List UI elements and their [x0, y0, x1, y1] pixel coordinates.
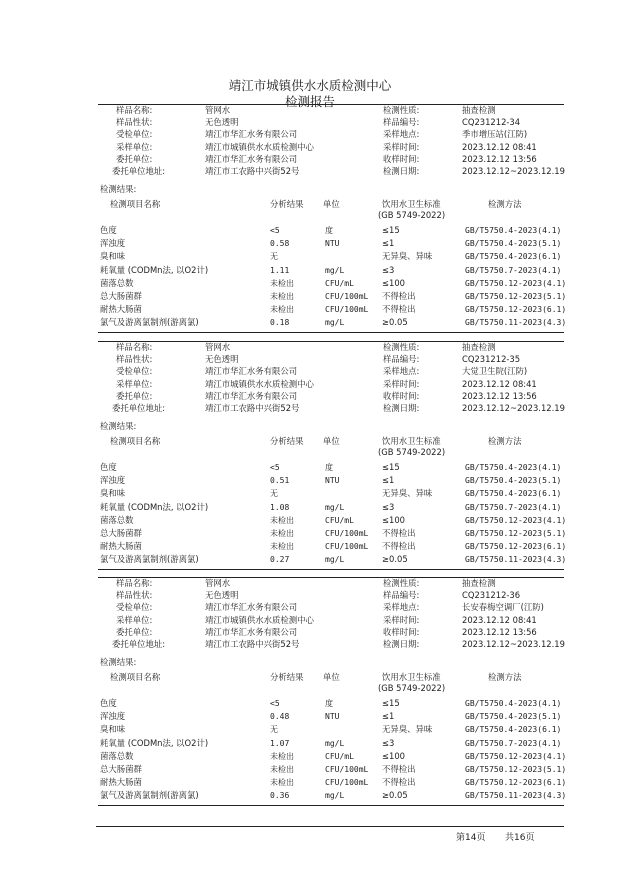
row-method: GB/T5750.11-2023(4.3) — [465, 791, 567, 801]
row-method: GB/T5750.4-2023(4.1) — [465, 463, 562, 472]
row-result: 0.51 — [270, 476, 290, 486]
row-standard: 不得检出 — [382, 528, 416, 538]
row-method: GB/T5750.12-2023(4.1) — [465, 515, 567, 525]
row-standard: ≤1 — [382, 238, 395, 249]
col-header-unit: 单位 — [323, 199, 340, 209]
info-right-label: 检测日期: — [383, 639, 420, 649]
row-unit: mg/L — [325, 738, 345, 748]
col-header-method: 检测方法 — [488, 436, 522, 446]
row-item-name: 浑浊度 — [100, 711, 126, 722]
row-result: 未检出 — [270, 305, 294, 315]
row-standard: ≤1 — [382, 475, 395, 486]
results-label: 检测结果: — [100, 421, 137, 431]
col-header-result: 分析结果 — [270, 199, 304, 209]
section-bottom-rule — [98, 569, 564, 570]
info-left-label: 采样单位: — [116, 614, 153, 625]
row-result: 1.07 — [270, 738, 290, 748]
row-method: GB/T5750.12-2023(6.1) — [465, 778, 567, 788]
row-standard: ≤100 — [382, 277, 406, 288]
row-result: 未检出 — [270, 292, 294, 301]
row-method: GB/T5750.11-2023(4.3) — [465, 318, 567, 328]
info-left-label: 采样单位: — [116, 378, 153, 389]
row-standard: ≤3 — [382, 264, 395, 275]
row-item-name: 耗氧量 (CODMn法, 以O2计) — [100, 737, 209, 748]
row-item-name: 臭和味 — [100, 251, 126, 262]
row-unit: mg/L — [325, 555, 345, 565]
info-left-label: 样品性状: — [116, 354, 153, 365]
report-section — [0, 341, 620, 577]
row-method: GB/T5750.12-2023(6.1) — [465, 305, 567, 315]
report-section — [0, 577, 620, 813]
info-left-label: 委托单位地址: — [112, 639, 166, 649]
row-result: 未检出 — [270, 765, 294, 774]
col-header-method: 检测方法 — [488, 199, 522, 209]
row-item-name: 耗氧量 (CODMn法, 以O2计) — [100, 501, 209, 512]
row-method: GB/T5750.12-2023(5.1) — [465, 292, 567, 301]
info-left-value: 靖江市华汇水务有限公司 — [205, 602, 298, 613]
info-left-value: 靖江市华汇水务有限公司 — [205, 129, 298, 140]
info-right-value: 2023.12.12 08:41 — [462, 378, 537, 389]
row-result: 无 — [270, 489, 278, 499]
info-left-value: 无色透明 — [205, 354, 239, 365]
row-result: 1.11 — [270, 265, 290, 275]
results-label: 检测结果: — [100, 657, 137, 667]
info-left-value: 靖江市城镇供水水质检测中心 — [205, 614, 314, 625]
row-result: 未检出 — [270, 278, 294, 288]
info-left-value: 管网水 — [205, 578, 231, 588]
col-header-unit: 单位 — [323, 672, 340, 682]
col-header-item: 检测项目名称 — [110, 436, 161, 446]
row-standard: 不得检出 — [382, 541, 416, 552]
row-method: GB/T5750.4-2023(6.1) — [465, 725, 562, 735]
row-result: 0.36 — [270, 791, 290, 801]
row-item-name: 总大肠菌群 — [100, 764, 142, 774]
row-standard: ≤100 — [382, 750, 406, 761]
row-unit: CFU/mL — [325, 278, 354, 288]
row-unit: mg/L — [325, 502, 345, 512]
row-unit: mg/L — [325, 791, 345, 801]
info-left-label: 样品性状: — [116, 117, 153, 128]
row-result: <5 — [270, 699, 280, 708]
row-item-name: 耐热大肠菌 — [100, 777, 142, 788]
row-item-name: 氯气及游离氯制剂(游离氯) — [100, 554, 199, 565]
info-right-label: 检测日期: — [383, 403, 420, 413]
info-left-label: 受检单位: — [116, 366, 153, 377]
info-right-value: 抽查检测 — [462, 578, 496, 588]
info-left-value: 靖江市华汇水务有限公司 — [205, 390, 298, 401]
row-item-name: 菌落总数 — [100, 514, 134, 525]
row-method: GB/T5750.7-2023(4.1) — [465, 738, 562, 748]
row-item-name: 氯气及游离氯制剂(游离氯) — [100, 790, 199, 801]
row-standard: ≤15 — [382, 698, 400, 708]
row-unit: CFU/100mL — [325, 305, 369, 315]
row-result: 无 — [270, 252, 278, 262]
info-left-value: 靖江市工农路中兴街52号 — [205, 166, 300, 176]
info-right-value: 2023.12.12 13:56 — [462, 626, 537, 637]
row-unit: 度 — [325, 226, 333, 235]
row-result: 未检出 — [270, 751, 294, 761]
results-label: 检测结果: — [100, 184, 137, 194]
row-method: GB/T5750.12-2023(5.1) — [465, 765, 567, 774]
row-result: 0.18 — [270, 318, 290, 328]
row-item-name: 菌落总数 — [100, 750, 134, 761]
info-left-value: 靖江市华汇水务有限公司 — [205, 626, 298, 637]
row-standard: 无异臭、异味 — [382, 724, 433, 735]
info-right-label: 样品编号: — [383, 590, 420, 601]
info-right-value: 抽查检测 — [462, 342, 496, 352]
col-header-standard: 饮用水卫生标准 — [382, 436, 441, 446]
row-standard: ≤3 — [382, 501, 395, 512]
report-org-title: 靖江市城镇供水水质检测中心 — [228, 78, 392, 93]
info-right-label: 采样时间: — [383, 614, 420, 625]
info-left-value: 靖江市工农路中兴街52号 — [205, 403, 300, 413]
info-right-label: 检测性质: — [383, 105, 420, 115]
row-result: 未检出 — [270, 542, 294, 552]
row-result: <5 — [270, 463, 280, 472]
row-item-name: 总大肠菌群 — [100, 291, 142, 301]
info-left-label: 样品性状: — [116, 590, 153, 601]
row-method: GB/T5750.11-2023(4.3) — [465, 555, 567, 565]
col-header-method: 检测方法 — [488, 672, 522, 682]
row-method: GB/T5750.12-2023(4.1) — [465, 751, 567, 761]
row-unit: CFU/100mL — [325, 292, 369, 301]
info-left-value: 无色透明 — [205, 117, 239, 128]
info-right-value: 2023.12.12~2023.12.19 — [462, 403, 565, 413]
info-right-value: CQ231212-36 — [462, 590, 521, 601]
row-method: GB/T5750.7-2023(4.1) — [465, 265, 562, 275]
info-right-label: 收样时间: — [383, 153, 420, 164]
info-right-value: 2023.12.12 08:41 — [462, 614, 537, 625]
row-unit: NTU — [325, 712, 340, 722]
info-left-label: 委托单位: — [116, 153, 153, 164]
row-unit: mg/L — [325, 318, 345, 328]
col-header-result: 分析结果 — [270, 672, 304, 682]
info-right-label: 采样地点: — [383, 602, 420, 613]
row-unit: NTU — [325, 239, 340, 249]
info-right-label: 收样时间: — [383, 390, 420, 401]
row-result: 未检出 — [270, 515, 294, 525]
info-left-label: 委托单位地址: — [112, 166, 166, 176]
info-left-label: 委托单位: — [116, 390, 153, 401]
row-unit: CFU/100mL — [325, 542, 369, 552]
row-standard: 无异臭、异味 — [382, 251, 433, 262]
info-left-value: 靖江市城镇供水水质检测中心 — [205, 378, 314, 389]
info-right-value: 2023.12.12 13:56 — [462, 390, 537, 401]
info-left-label: 样品名称: — [116, 342, 153, 352]
info-left-value: 靖江市城镇供水水质检测中心 — [205, 141, 314, 152]
info-left-value: 管网水 — [205, 342, 231, 352]
row-result: 无 — [270, 725, 278, 735]
row-standard: ≥0.05 — [382, 317, 408, 328]
info-left-value: 靖江市工农路中兴街52号 — [205, 639, 300, 649]
info-right-label: 样品编号: — [383, 117, 420, 128]
col-header-standard: 饮用水卫生标准 — [382, 199, 441, 209]
info-right-value: 长安春梅空调厂(江防) — [462, 602, 544, 613]
row-item-name: 总大肠菌群 — [100, 528, 142, 538]
row-method: GB/T5750.4-2023(4.1) — [465, 226, 562, 235]
report-subtitle: 检测报告 — [284, 94, 335, 109]
row-result: 0.58 — [270, 239, 290, 249]
page-number: 第14页 — [456, 833, 486, 843]
info-left-label: 受检单位: — [116, 602, 153, 613]
footer-rule — [96, 826, 564, 827]
col-header-standard-code: (GB 5749-2022) — [378, 447, 446, 457]
col-header-result: 分析结果 — [270, 436, 304, 446]
col-header-standard-code: (GB 5749-2022) — [378, 210, 446, 220]
col-header-item: 检测项目名称 — [110, 672, 161, 682]
info-left-label: 委托单位地址: — [112, 403, 166, 413]
info-right-label: 收样时间: — [383, 626, 420, 637]
info-right-value: 2023.12.12 08:41 — [462, 141, 537, 152]
info-right-label: 检测性质: — [383, 342, 420, 352]
info-right-value: 大觉卫生院(江防) — [462, 366, 528, 377]
info-right-label: 采样地点: — [383, 366, 420, 377]
row-unit: CFU/mL — [325, 751, 354, 761]
row-item-name: 臭和味 — [100, 724, 126, 735]
row-item-name: 耐热大肠菌 — [100, 304, 142, 315]
row-standard: 不得检出 — [382, 291, 416, 301]
info-right-value: 季市增压站(江防) — [462, 129, 528, 140]
row-unit: CFU/100mL — [325, 529, 369, 538]
row-result: 0.48 — [270, 712, 290, 722]
row-result: 1.08 — [270, 502, 290, 512]
row-standard: ≥0.05 — [382, 790, 408, 801]
info-right-value: CQ231212-35 — [462, 354, 521, 365]
col-header-item: 检测项目名称 — [110, 199, 161, 209]
row-result: 未检出 — [270, 778, 294, 788]
row-standard: ≤15 — [382, 462, 400, 472]
row-item-name: 臭和味 — [100, 488, 126, 499]
row-item-name: 耐热大肠菌 — [100, 541, 142, 552]
row-item-name: 菌落总数 — [100, 277, 134, 288]
row-standard: ≤100 — [382, 514, 406, 525]
row-unit: 度 — [325, 463, 333, 472]
row-unit: NTU — [325, 476, 340, 486]
row-method: GB/T5750.4-2023(5.1) — [465, 712, 562, 722]
info-left-label: 受检单位: — [116, 129, 153, 140]
info-right-value: 2023.12.12~2023.12.19 — [462, 166, 565, 176]
info-right-label: 采样地点: — [383, 129, 420, 140]
col-header-unit: 单位 — [323, 436, 340, 446]
row-item-name: 色度 — [100, 225, 117, 235]
info-right-value: 2023.12.12 13:56 — [462, 153, 537, 164]
info-left-label: 委托单位: — [116, 626, 153, 637]
row-standard: ≤3 — [382, 737, 395, 748]
row-standard: ≤15 — [382, 225, 400, 235]
info-right-label: 检测性质: — [383, 578, 420, 588]
info-right-value: 抽查检测 — [462, 105, 496, 115]
info-right-label: 采样时间: — [383, 141, 420, 152]
info-left-value: 靖江市华汇水务有限公司 — [205, 366, 298, 377]
row-unit: 度 — [325, 699, 333, 708]
row-item-name: 色度 — [100, 462, 117, 472]
row-standard: ≥0.05 — [382, 554, 408, 565]
row-item-name: 浑浊度 — [100, 475, 126, 486]
row-method: GB/T5750.4-2023(4.1) — [465, 699, 562, 708]
info-left-label: 样品名称: — [116, 578, 153, 588]
row-result: 0.27 — [270, 555, 290, 565]
row-standard: 不得检出 — [382, 777, 416, 788]
row-item-name: 耗氧量 (CODMn法, 以O2计) — [100, 264, 209, 275]
row-item-name: 色度 — [100, 698, 117, 708]
row-standard: ≤1 — [382, 711, 395, 722]
row-unit: CFU/100mL — [325, 778, 369, 788]
info-right-label: 采样时间: — [383, 378, 420, 389]
section-bottom-rule — [98, 332, 564, 333]
info-right-value: CQ231212-34 — [462, 117, 521, 128]
info-left-value: 靖江市华汇水务有限公司 — [205, 153, 298, 164]
info-right-value: 2023.12.12~2023.12.19 — [462, 639, 565, 649]
info-left-label: 样品名称: — [116, 105, 153, 115]
row-result: 未检出 — [270, 529, 294, 538]
col-header-standard-code: (GB 5749-2022) — [378, 683, 446, 693]
row-method: GB/T5750.7-2023(4.1) — [465, 502, 562, 512]
row-method: GB/T5750.12-2023(4.1) — [465, 278, 567, 288]
row-method: GB/T5750.4-2023(6.1) — [465, 489, 562, 499]
report-section — [0, 104, 620, 340]
info-left-value: 无色透明 — [205, 590, 239, 601]
row-standard: 不得检出 — [382, 764, 416, 774]
row-item-name: 浑浊度 — [100, 238, 126, 249]
info-right-label: 样品编号: — [383, 354, 420, 365]
row-method: GB/T5750.12-2023(5.1) — [465, 529, 567, 538]
row-unit: CFU/100mL — [325, 765, 369, 774]
row-method: GB/T5750.12-2023(6.1) — [465, 542, 567, 552]
row-method: GB/T5750.4-2023(5.1) — [465, 476, 562, 486]
row-result: <5 — [270, 226, 280, 235]
col-header-standard: 饮用水卫生标准 — [382, 672, 441, 682]
row-standard: 无异臭、异味 — [382, 488, 433, 499]
info-right-label: 检测日期: — [383, 166, 420, 176]
row-item-name: 氯气及游离氯制剂(游离氯) — [100, 317, 199, 328]
info-left-label: 采样单位: — [116, 141, 153, 152]
row-method: GB/T5750.4-2023(6.1) — [465, 252, 562, 262]
info-left-value: 管网水 — [205, 105, 231, 115]
row-unit: mg/L — [325, 265, 345, 275]
row-unit: CFU/mL — [325, 515, 354, 525]
row-method: GB/T5750.4-2023(5.1) — [465, 239, 562, 249]
row-standard: 不得检出 — [382, 304, 416, 315]
page-total: 共16页 — [505, 833, 535, 843]
section-bottom-rule — [98, 805, 564, 806]
